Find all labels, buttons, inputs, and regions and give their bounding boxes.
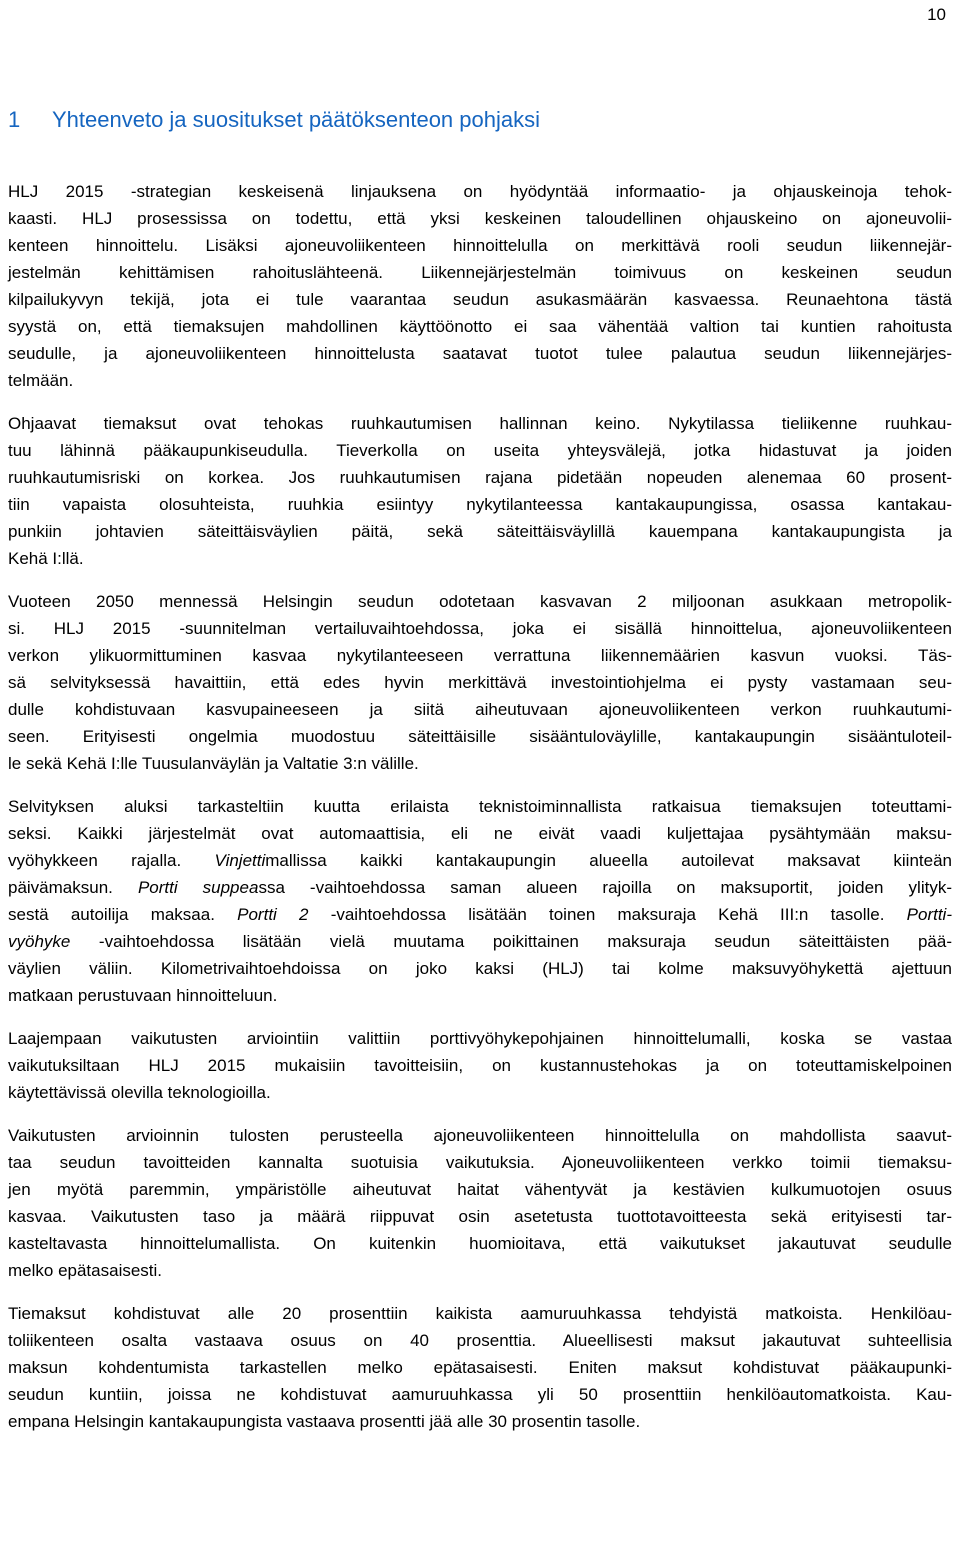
text-run: tiin vapaista olosuhteista, ruuhkia esiintyy nykytilanteessa kantakaupungissa, osassa kantakau- bbox=[8, 495, 952, 514]
paragraph bbox=[8, 1122, 952, 1284]
body-text bbox=[8, 178, 952, 1435]
text-line bbox=[8, 259, 952, 286]
text-run: seen. Erityisesti ongelmia muodostuu säteittäisille sisääntuloväylille, kantakaupungin sisääntuloteil- bbox=[8, 727, 952, 746]
text-run: Laajempaan vaikutusten arviointiin valittiin porttivyöhykepohjainen hinnoittelumalli, koska se vastaa bbox=[8, 1029, 952, 1048]
paragraph bbox=[8, 1025, 952, 1106]
text-line bbox=[8, 1149, 952, 1176]
text-line bbox=[8, 232, 952, 259]
text-line bbox=[8, 793, 952, 820]
text-run: ssa -vaihtoehdossa saman alueen rajoilla on maksuportit, joiden ylityk- bbox=[258, 878, 952, 897]
paragraph bbox=[8, 588, 952, 777]
text-run: ruuhkautumisriski on korkea. Jos ruuhkautumisen rajana pidetään nopeuden alenemaa 60 prosent- bbox=[8, 468, 952, 487]
text-line bbox=[8, 1230, 952, 1257]
text-line bbox=[8, 901, 952, 928]
page-number: 10 bbox=[927, 5, 946, 24]
text-line bbox=[8, 1025, 952, 1052]
paragraph bbox=[8, 793, 952, 1009]
text-line bbox=[8, 1327, 952, 1354]
text-line bbox=[8, 820, 952, 847]
text-run: seudun kuntiin, joissa ne kohdistuvat aamuruuhkassa yli 50 prosenttiin henkilöautomatkoista. Kau- bbox=[8, 1385, 952, 1404]
text-line bbox=[8, 723, 952, 750]
text-run: -vaihtoehdossa lisätään vielä muutama poikittainen maksuraja seudun säteittäisten pää- bbox=[70, 932, 952, 951]
text-line bbox=[8, 1079, 952, 1106]
text-line bbox=[8, 491, 952, 518]
text-line bbox=[8, 1122, 952, 1149]
text-run: Kehä I:llä. bbox=[8, 549, 84, 568]
text-run: telmään. bbox=[8, 371, 74, 390]
paragraph bbox=[8, 1300, 952, 1435]
text-run: tuu lähinnä pääkaupunkiseudulla. Tieverkolla on useita yhteysvälejä, jotka hidastuvat ja joiden bbox=[8, 441, 952, 460]
text-line bbox=[8, 1052, 952, 1079]
text-run: Vuoteen 2050 mennessä Helsingin seudun odotetaan kasvavan 2 miljoonan asukkaan metropolik- bbox=[8, 592, 952, 611]
text-line bbox=[8, 1408, 952, 1435]
text-line bbox=[8, 437, 952, 464]
text-run: seudulle, ja ajoneuvoliikenteen hinnoittelusta saatavat tuotot tulee palautua seudun liikennejärjes- bbox=[8, 344, 952, 363]
text-run: matkaan perustuvaan hinnoitteluun. bbox=[8, 986, 278, 1005]
text-line bbox=[8, 205, 952, 232]
text-line bbox=[8, 340, 952, 367]
text-line bbox=[8, 928, 952, 955]
text-line bbox=[8, 982, 952, 1009]
text-line bbox=[8, 1176, 952, 1203]
text-run: Tiemaksut kohdistuvat alle 20 prosenttiin kaikista aamuruuhkassa tehdyistä matkoista. Henkilöau- bbox=[8, 1304, 952, 1323]
text-run: väylien väliin. Kilometrivaihtoehdoissa on joko kaksi (HLJ) tai kolme maksuvyöhykettä ajettuun bbox=[8, 959, 952, 978]
text-line bbox=[8, 847, 952, 874]
italic-term: Portti 2 bbox=[237, 905, 309, 924]
text-run: sestä autoilija maksaa. bbox=[8, 905, 238, 924]
italic-term: Portti suppea bbox=[137, 878, 259, 897]
text-run: Ohjaavat tiemaksut ovat tehokas ruuhkautumisen hallinnan keino. Nykytilassa tieliikenne ruuhkau- bbox=[8, 414, 952, 433]
italic-term: Portti- bbox=[906, 905, 952, 924]
text-run: dulle kohdistuvaan kasvupaineeseen ja siitä aiheutuvaan ajoneuvoliikenteen verkon ruuhkautumi- bbox=[8, 700, 952, 719]
text-line bbox=[8, 518, 952, 545]
text-line bbox=[8, 750, 952, 777]
text-line bbox=[8, 642, 952, 669]
italic-term: vyöhyke bbox=[8, 932, 71, 951]
text-run: syystä on, että tiemaksujen mahdollinen käyttöönotto ei saa vähentää valtion tai kuntien rahoitusta bbox=[8, 317, 952, 336]
text-run: taa seudun tavoitteiden kannalta suotuisia vaikutuksia. Ajoneuvoliikenteen verkko toimii tiemaksu- bbox=[8, 1153, 952, 1172]
italic-term: Vinjetti bbox=[214, 851, 266, 870]
text-line bbox=[8, 1203, 952, 1230]
text-line bbox=[8, 874, 952, 901]
text-run: jen myötä paremmin, ympäristölle aiheutuvat haitat vähentyvät ja kestävien kulkumuotojen osuus bbox=[8, 1180, 952, 1199]
text-run: maksun kohdentumista tarkastellen melko epätasaisesti. Eniten maksut kohdistuvat pääkaupunki- bbox=[8, 1358, 952, 1377]
text-line bbox=[8, 696, 952, 723]
text-run: Vaikutusten arvioinnin tulosten perusteella ajoneuvoliikenteen hinnoittelulla on mahdollista saavut- bbox=[8, 1126, 952, 1145]
text-line bbox=[8, 1381, 952, 1408]
text-run: Selvityksen aluksi tarkasteltiin kuutta erilaista teknistoiminnallista ratkaisua tiemaksujen toteuttami- bbox=[8, 797, 952, 816]
text-run: punkiin johtavien säteittäisväylien päitä, sekä säteittäisväylillä kauempana kantakaupungista ja bbox=[8, 522, 952, 541]
text-run: melko epätasaisesti. bbox=[8, 1261, 163, 1280]
text-line bbox=[8, 1257, 952, 1284]
text-line bbox=[8, 955, 952, 982]
text-line bbox=[8, 313, 952, 340]
section-title: Yhteenveto ja suositukset päätöksenteon pohjaksi bbox=[52, 107, 540, 132]
text-line bbox=[8, 367, 952, 394]
text-run: kilpailukyvyn tekijä, jota ei tule vaarantaa seudun asukasmäärän kasvaessa. Reunaehtona tästä bbox=[8, 290, 952, 309]
text-run: kenteen hinnoittelu. Lisäksi ajoneuvoliikenteen hinnoittelulla on merkittävä rooli seudun liikennejär- bbox=[8, 236, 952, 255]
text-line bbox=[8, 588, 952, 615]
text-line bbox=[8, 178, 952, 205]
text-run: vaikutuksiltaan HLJ 2015 mukaisiin tavoitteisiin, on kustannustehokas ja on toteuttamiskelpoinen bbox=[8, 1056, 952, 1075]
text-run: sä selvityksessä havaittiin, että edes hyvin merkittävä investointiohjelma ei pysty vastamaan seu- bbox=[8, 673, 952, 692]
text-line bbox=[8, 410, 952, 437]
text-run: verkon ylikuormittuminen kasvaa nykytilanteeseen verrattuna liikennemäärien kasvun vuoksi. Täs- bbox=[8, 646, 952, 665]
text-run: käytettävissä olevilla teknologioilla. bbox=[8, 1083, 271, 1102]
text-line bbox=[8, 1300, 952, 1327]
text-line bbox=[8, 464, 952, 491]
text-run: kaasti. HLJ prosessissa on todettu, että yksi keskeinen taloudellinen ohjauskeino on ajoneuvolii- bbox=[8, 209, 952, 228]
text-run: kasvaa. Vaikutusten taso ja määrä riippuvat osin asetetusta tuottotavoitteesta sekä erityisesti tar- bbox=[8, 1207, 952, 1226]
text-run: jestelmän kehittämisen rahoituslähteenä. Liikennejärjestelmän toimivuus on keskeinen seudun bbox=[8, 263, 952, 282]
text-run: HLJ 2015 -strategian keskeisenä linjauksena on hyödyntää informaatio- ja ohjauskeinoja tehok- bbox=[8, 182, 952, 201]
text-run: seksi. Kaikki järjestelmät ovat automaattisia, eli ne eivät vaadi kuljettajaa pysähtymään maksu- bbox=[8, 824, 952, 843]
text-line bbox=[8, 615, 952, 642]
text-run: toliikenteen osalta vastaava osuus on 40 prosenttia. Alueellisesti maksut jakautuvat suhteellisia bbox=[8, 1331, 952, 1350]
section-number: 1 bbox=[8, 107, 21, 132]
paragraph bbox=[8, 410, 952, 572]
text-run: kasteltavasta hinnoittelumallista. On kuitenkin huomioitava, että vaikutukset jakautuvat seudulle bbox=[8, 1234, 952, 1253]
text-line bbox=[8, 669, 952, 696]
text-run: le sekä Kehä I:lle Tuusulanväylän ja Valtatie 3:n välille. bbox=[8, 754, 419, 773]
text-run: vyöhykkeen rajalla. bbox=[8, 851, 215, 870]
text-run: empana Helsingin kantakaupungista vastaava prosentti jää alle 30 prosentin tasolle. bbox=[8, 1412, 641, 1431]
text-line bbox=[8, 1354, 952, 1381]
text-line bbox=[8, 286, 952, 313]
paragraph bbox=[8, 178, 952, 394]
section-heading bbox=[8, 106, 540, 134]
text-run: päivämaksun. bbox=[8, 878, 138, 897]
text-run: si. HLJ 2015 -suunnitelman vertailuvaihtoehdossa, joka ei sisällä hinnoittelua, ajoneuvoliikenteen bbox=[8, 619, 952, 638]
text-line bbox=[8, 545, 952, 572]
text-run: mallissa kaikki kantakaupungin alueella autoilevat maksavat kiinteän bbox=[265, 851, 952, 870]
text-run: -vaihtoehdossa lisätään toinen maksuraja Kehä III:n tasolle. bbox=[308, 905, 907, 924]
